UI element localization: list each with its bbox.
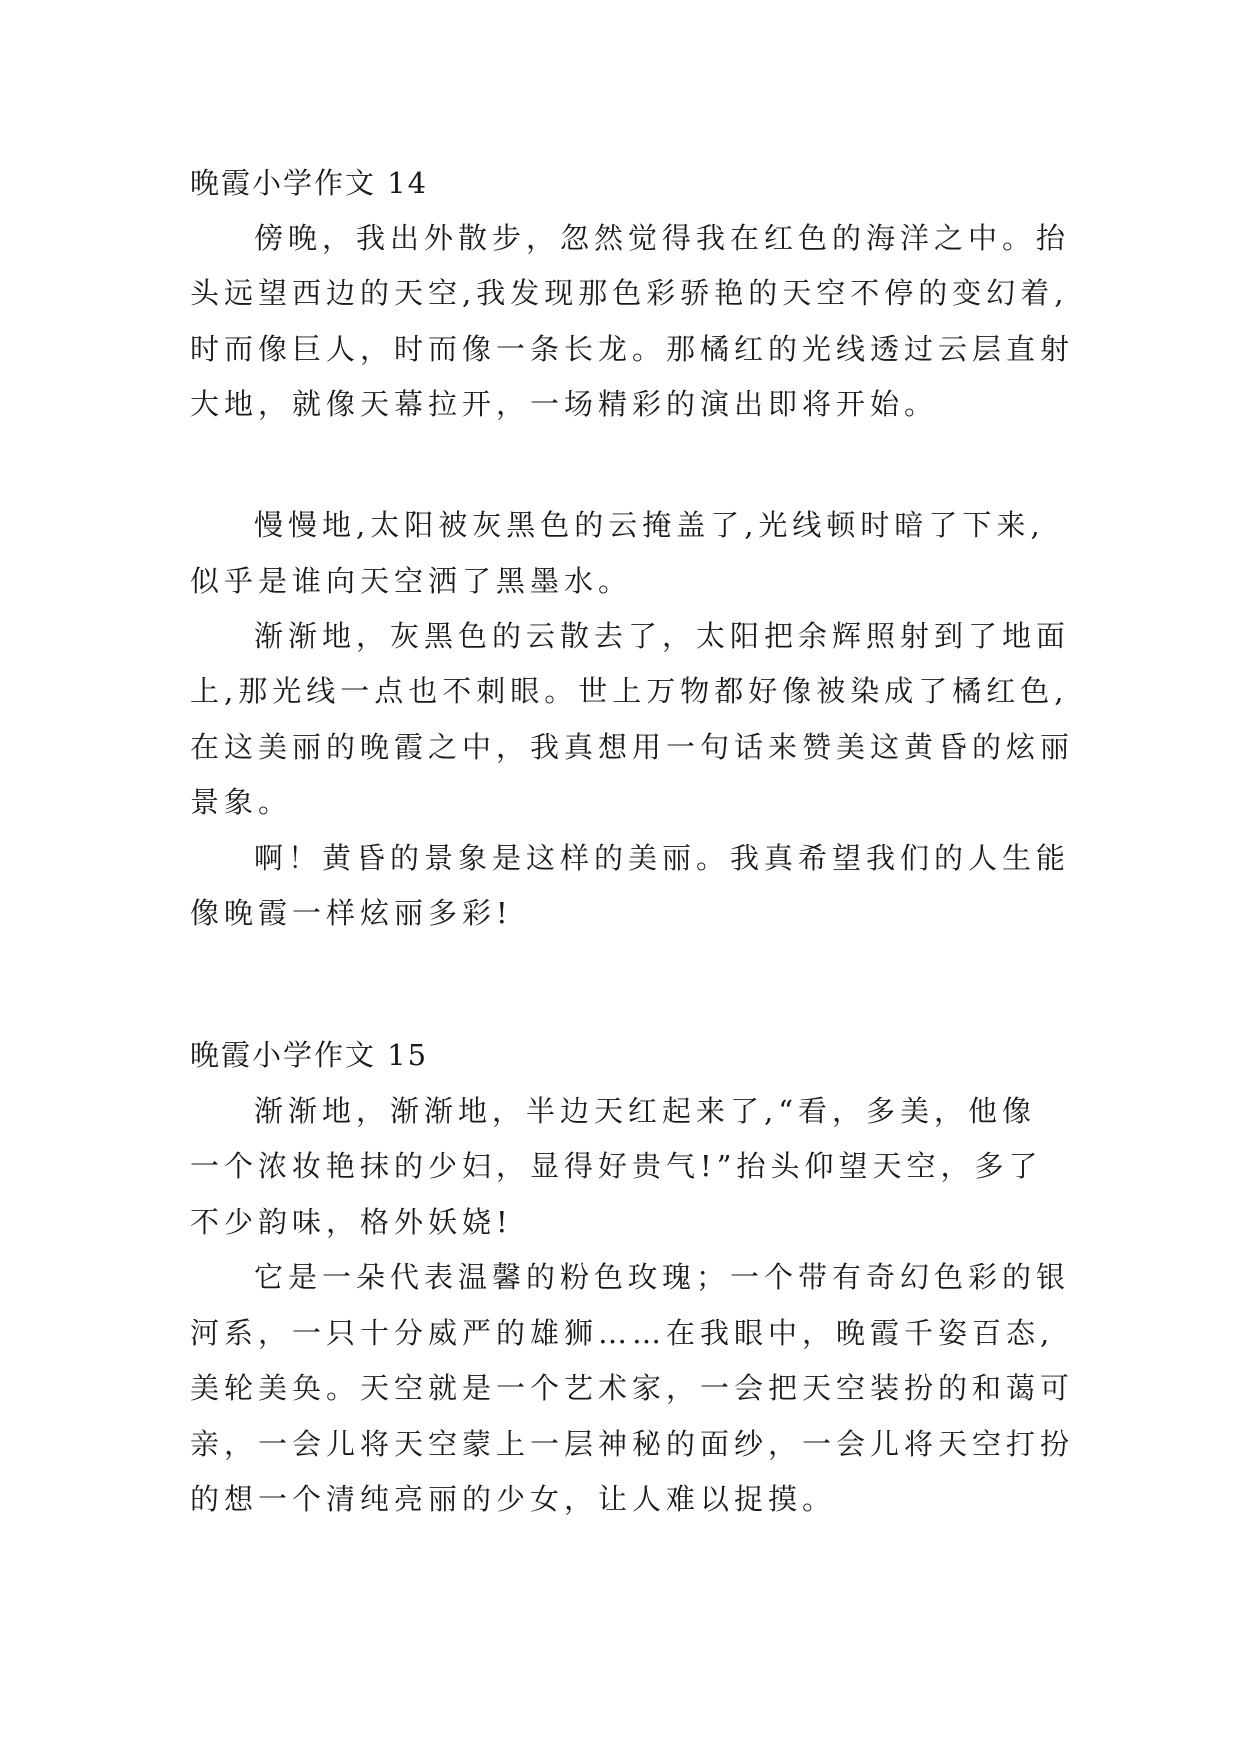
essay-15-p1-line3: 不少韵味，格外妖娆! (190, 1205, 513, 1239)
essay-14-p1-line1: 傍晚，我出外散步，忽然觉得我在红色的海洋之中。抬 (254, 221, 1071, 255)
essay-14-p1-line2: 头远望西边的天空,我发现那色彩骄艳的天空不停的变幻着, (190, 276, 1069, 310)
essay-14-p3-line4: 景象。 (190, 785, 293, 819)
essay-14-p1-line4: 大地，就像天幕拉开，一场精彩的演出即将开始。 (190, 387, 939, 421)
essay-14-p4-line1: 啊！黄昏的景象是这样的美丽。我真希望我们的人生能 (254, 841, 1071, 875)
essay-15-p1-line1: 渐渐地，渐渐地，半边天红起来了,“看，多美，他像 (254, 1094, 1037, 1128)
essay-14-p2-line1: 慢慢地,太阳被灰黑色的云掩盖了,光线顿时暗了下来, (254, 508, 1045, 542)
essay-15-p2-line2: 河系，一只十分威严的雄狮……在我眼中，晚霞千姿百态, (190, 1316, 1055, 1350)
essay-14-p2-line2: 似乎是谁向天空洒了黑墨水。 (190, 564, 633, 598)
essay-14-p1-line3: 时而像巨人，时而像一条长龙。那橘红的光线透过云层直射 (190, 332, 1075, 366)
essay-14-p4-line2: 像晚霞一样炫丽多彩! (190, 896, 513, 930)
essay-14-title: 晚霞小学作文 14 (190, 166, 429, 200)
essay-14-p3-line2: 上,那光线一点也不刺眼。世上万物都好像被染成了橘红色, (190, 674, 1069, 708)
essay-14-p3-line3: 在这美丽的晚霞之中，我真想用一句话来赞美这黄昏的炫丽 (190, 730, 1075, 764)
essay-15-p2-line3: 美轮美奂。天空就是一个艺术家，一会把天空装扮的和蔼可 (190, 1371, 1075, 1405)
essay-14-p3-line1: 渐渐地，灰黑色的云散去了，太阳把余辉照射到了地面 (254, 619, 1071, 653)
essay-15-p1-line2: 一个浓妆艳抹的少妇，显得好贵气!”抬头仰望天空，多了 (190, 1149, 1043, 1183)
essay-15-p2-line5: 的想一个清纯亮丽的少女，让人难以捉摸。 (190, 1482, 837, 1516)
essay-15-p2-line1: 它是一朵代表温馨的粉色玫瑰；一个带有奇幻色彩的银 (254, 1260, 1071, 1294)
essay-15-p2-line4: 亲，一会儿将天空蒙上一层神秘的面纱，一会儿将天空打扮 (190, 1427, 1075, 1461)
essay-15-title: 晚霞小学作文 15 (190, 1038, 429, 1072)
